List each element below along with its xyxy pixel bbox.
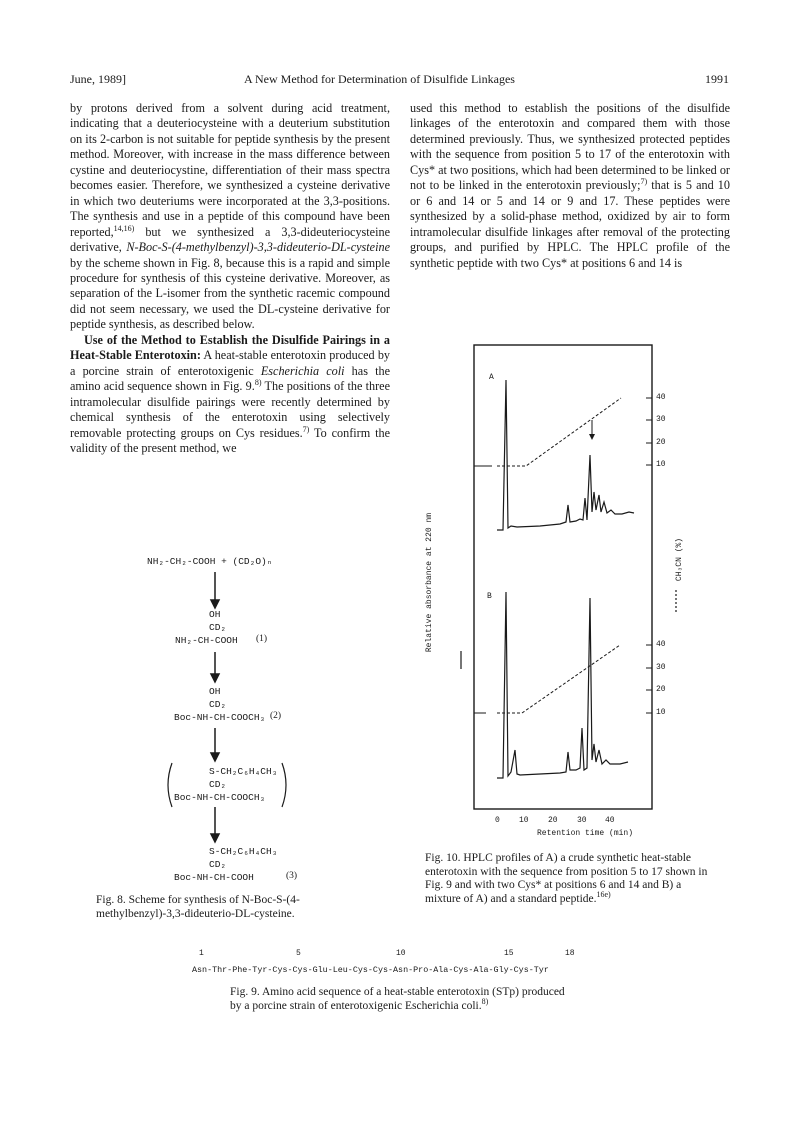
position-label: 18 [565,949,575,958]
compound-2: Boc-NH-CH-COOCH₃ [174,712,266,723]
compound-1-number: (1) [256,634,268,644]
reactants: NH₂-CH₂-COOH + (CD₂O)ₙ [147,556,273,567]
gradient-tick-label: 10 [656,708,666,717]
compound-1: NH₂-CH-COOH [175,635,238,646]
x-tick-label: 10 [519,816,529,825]
gradient-line-a [497,398,621,466]
y2-axis-label: CH₃CN (%) [675,537,685,582]
gradient-tick-label: 20 [656,438,666,447]
fig10-caption [425,852,713,906]
reference: 8) [254,378,262,388]
compound-3-s: S-CH₂C₆H₄CH₃ [209,846,278,857]
x-tick-label: 20 [548,816,558,825]
caption-text: Fig. 10. HPLC profiles of A) a crude synthetic heat-stable enterotoxin with the sequence from position 5 to 17 shown in Fig. 9 and with two Cys* at positions 6 and 14 and B) a mixture of A) and a standard peptide. [425,852,708,905]
amino-acid-sequence: Asn-Thr-Phe-Tyr-Cys-Cys-Glu-Leu-Cys-Cys-Asn-Pro-Ala-Cys-Ala-Gly-Cys-Tyr [192,965,549,975]
x-axis-label: Retention time (min) [537,829,634,838]
arrow-1-head [211,600,219,608]
panel-label-a: A [489,373,494,382]
intermediate-cd2: CD₂ [209,779,227,790]
text: To confirm the validity of the present method, we [70,425,390,455]
position-label: 10 [396,949,406,958]
compound-1-oh: OH [209,609,221,620]
gradient-tick-label: 40 [656,640,666,649]
compound-3-cd2: CD₂ [209,859,227,870]
compound-2-number: (2) [270,711,282,721]
page-number: 1991 [705,72,729,86]
reference: 16e) [596,889,611,899]
section-heading: Use of the Method to Establish the Disulfide Pairings in a Heat-Stable Enterotoxin: [70,332,390,363]
bracket-left [168,763,172,807]
gradient-line-b [497,645,620,713]
paragraph-2 [70,333,390,457]
text: by the scheme shown in Fig. 8, because this is a rapid and simple procedure for synthesis of this cysteine derivative. Moreover, as separation of the L-isomer from the synthetic racemic compound did not seem necessary, we used the DL-cysteine derivative for peptide synthesis, as described below. [70,255,390,332]
x-tick-label: 0 [495,816,500,825]
arrow-2-head [211,674,219,682]
chromatogram-b [497,592,628,778]
running-header-left: June, 1989] [70,72,126,86]
text: A heat-stable enterotoxin produced by a porcine strain of enterotoxigenic [70,348,391,378]
position-label: 5 [296,949,301,958]
compound-1-cd2: CD₂ [209,622,227,633]
chart-frame [474,345,652,809]
chromatogram-a [497,380,634,530]
gradient-tick-label: 30 [656,663,666,672]
compound-name: N-Boc-S-(4-methylbenzyl)-3,3-dideuterio-DL-cysteine [126,240,390,255]
compound-3: Boc-NH-CH-COOH [174,872,254,883]
right-column [410,101,730,271]
paragraph-1 [70,101,390,333]
gradient-tick-label: 10 [656,460,666,469]
baseline-markers [474,466,492,713]
gradient-tick-label: 30 [656,415,666,424]
x-tick-label: 30 [577,816,587,825]
gradient-tick-label: 40 [656,393,666,402]
caption-text: Fig. 9. Amino acid sequence of a heat-stable enterotoxin (STp) produced by a porcine strain of enterotoxigenic Escherichia coli. [230,986,565,1012]
arrow-3-head [211,753,219,761]
position-label: 15 [504,949,514,958]
bracket-right [282,763,286,807]
compound-2-cd2: CD₂ [209,699,227,710]
compound-2-oh: OH [209,686,221,697]
text: used this method to establish the positions of the disulfide linkages of the enterotoxin and compared them with those determined previously. Thus, we synthesized protected peptides with the sequence from position 5 to 17 of the enterotoxin with Cys* at two positions, which had been determined to be linked or not to be linked in the enterotoxin previously; [410,101,730,193]
y-axis-label: Relative absorbance at 220 nm [425,512,435,653]
x-tick-label: 40 [605,816,615,825]
reference: 7) [640,177,648,187]
reference: 7) [302,424,310,434]
reference: 14,16) [113,223,135,233]
peak-arrow [589,420,595,440]
species-name: Escherichia coli [260,363,345,378]
text: that is 5 and 10 or 6 and 14 or 5 and 14 or 9 and 17. These peptides were synthesized by a solid-phase method, oxidized by air to form intramolecular disulfide linkages after removal of the protecting groups, and purified by HPLC. The HPLC profile of the synthetic peptide with two Cys* at positions 6 and 14 is [410,178,730,270]
panel-label-b: B [487,592,492,601]
reference: 8) [481,996,489,1006]
text: by protons derived from a solvent during acid treatment, indicating that a deuteriocysteine with a deuterium substitution on its 2-carbon is not suitable for peptide synthesis by the present method. Moreover, with increase in the mass difference between cystine and deuteriocystine, differentiation of their mass spectra becomes easier. Therefore, we synthesized a cysteine derivative in which two deuteriums were incorporated at the 3,3-positions. The synthesis and use in a peptide of this compound have been reported, [70,101,390,239]
intermediate: Boc-NH-CH-COOCH₃ [174,792,266,803]
compound-3-number: (3) [286,871,298,881]
text: but we synthesized a 3,3-dideuteriocysteine derivative, [70,224,390,255]
intermediate-s: S-CH₂C₆H₄CH₃ [209,766,278,777]
text: has the amino acid sequence shown in Fig. 9. [70,363,390,394]
fig8-caption: Fig. 8. Scheme for synthesis of N-Boc-S-(4-methylbenzyl)-3,3-dideuterio-DL-cysteine. [96,894,300,920]
running-header-title: A New Method for Determination of Disulfide Linkages [244,72,515,86]
fig9-caption [230,986,570,1013]
paragraph-3 [410,101,730,271]
text: The positions of the three intramolecular disulfide pairings were recently determined by chemical synthesis of the enterotoxin using selectively removable protecting groups on Cys residues. [70,379,390,440]
left-column [70,101,390,456]
gradient-tick-label: 20 [656,685,666,694]
arrow-4-head [211,834,219,842]
position-label: 1 [199,949,204,958]
gradient-axis-ticks [646,398,652,713]
